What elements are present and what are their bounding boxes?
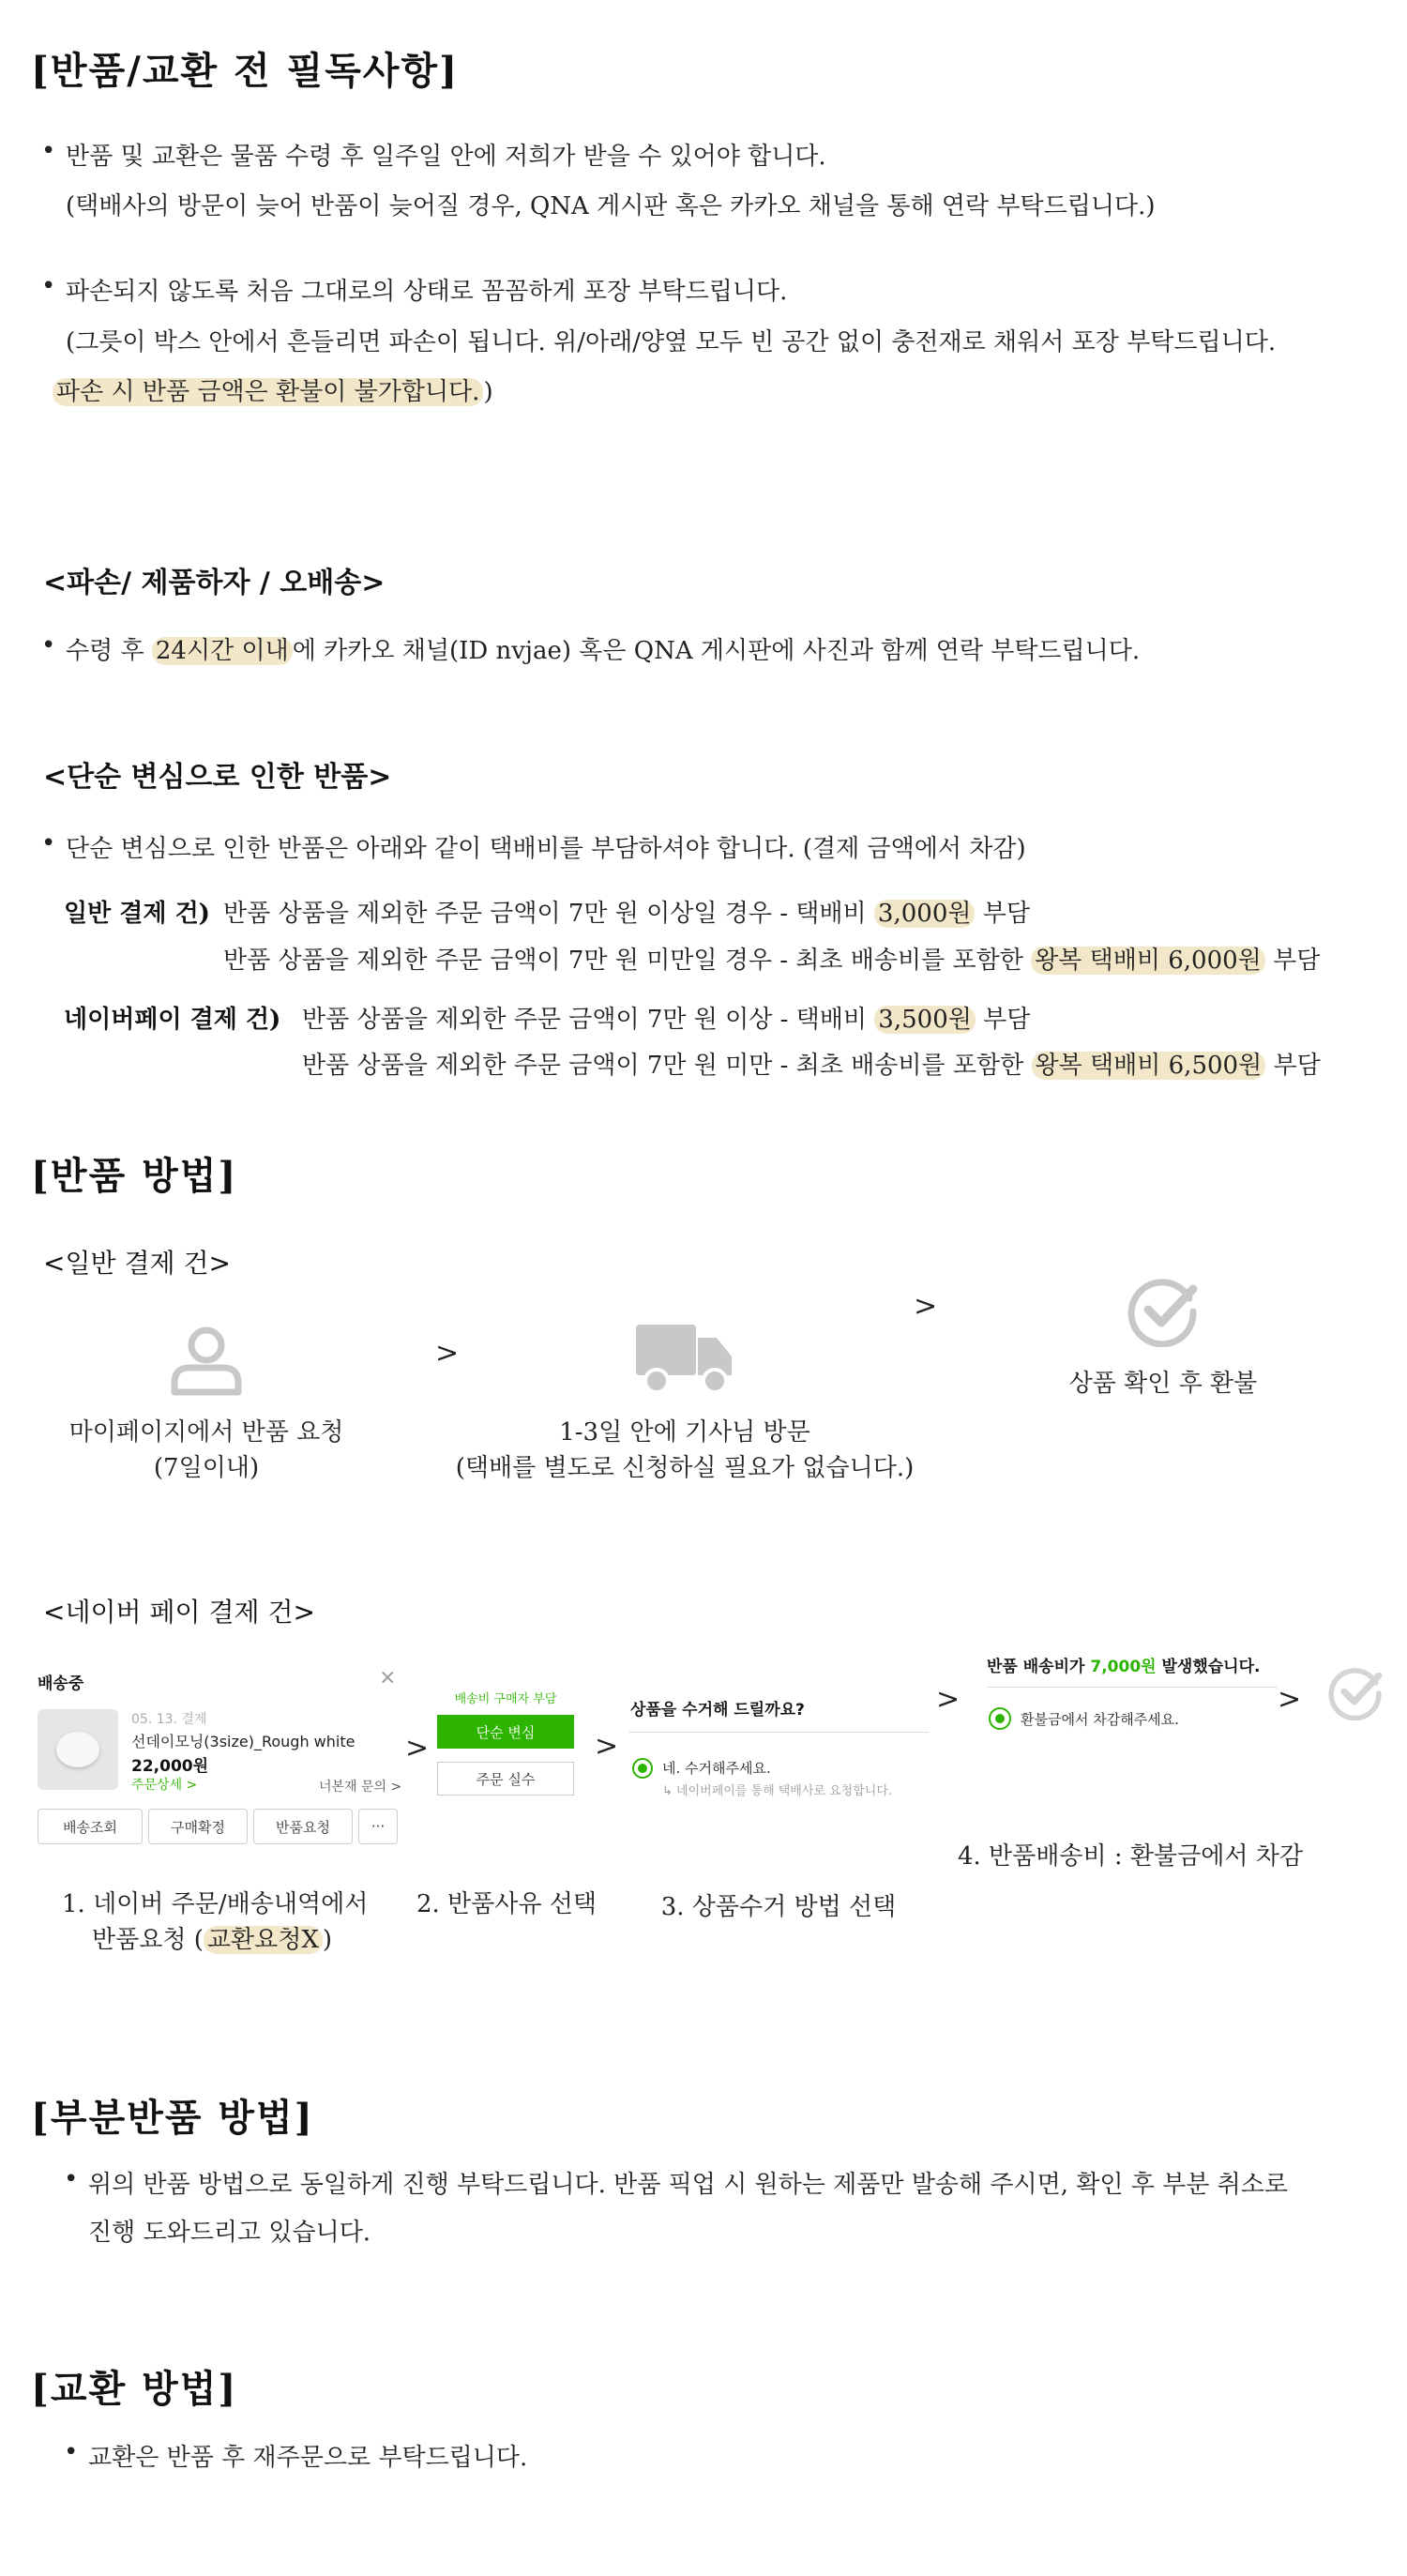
notice-line: • 위의 반품 방법으로 동일하게 진행 부탁드립니다. 반품 픽업 시 원하는 제품만 발송해 주시면, 확인 후 부분 취소로 <box>88 2165 1288 2200</box>
step-arrow: > <box>595 1730 619 1763</box>
order-mistake-button[interactable]: 주문 실수 <box>437 1762 574 1796</box>
step-arrow: > <box>435 1337 460 1370</box>
step-caption: 2. 반품사유 선택 <box>416 1890 598 1918</box>
step-caption: 상품 확인 후 환불 <box>1068 1370 1258 1398</box>
notice-line: • 파손되지 않도록 처음 그대로의 상태로 꼼꼼하게 포장 부탁드립니다. <box>66 272 787 307</box>
step-arrow: > <box>405 1732 430 1765</box>
check-circle-icon <box>1127 1274 1201 1347</box>
step-caption: 1. 네이버 주문/배송내역에서 반품요청 ( 교환요청X ) <box>62 1890 369 1954</box>
notice-line: (그릇이 박스 안에서 흔들리면 파손이 됩니다. 위/아래/양옆 모두 빈 공간 없이 충전재로 채워서 포장 부탁드립니다. <box>66 328 1277 356</box>
fee-line: 반품 상품을 제외한 주문 금액이 7만 원 이상일 경우 - 택배비 3,000원 부담 <box>223 900 1030 928</box>
more-button[interactable]: ··· <box>358 1809 398 1844</box>
radio-selected[interactable] <box>632 1758 653 1779</box>
product-name: 선데이모닝(3size)_Rough white <box>131 1733 356 1750</box>
refund-deduct-option[interactable]: 환불금에서 차감해주세요. <box>1021 1711 1179 1728</box>
step-arrow: > <box>1278 1683 1302 1716</box>
return-fee-text: 반품 배송비가 7,000원 발생했습니다. <box>987 1658 1261 1676</box>
highlight-text: 왕복 택배비 6,500원 <box>1032 1052 1266 1080</box>
highlight-text: 교환요청X <box>204 1926 323 1954</box>
notice-line: • 단순 변심으로 인한 반품은 아래와 같이 택배비를 부담하셔야 합니다. (결제 금액에서 차감) <box>66 829 1026 864</box>
product-price: 22,000원 <box>131 1757 209 1776</box>
step-caption: 4. 반품배송비 : 환불금에서 차감 <box>957 1842 1304 1871</box>
section-heading: <파손/ 제품하자 / 오배송> <box>43 567 386 599</box>
track-delivery-button[interactable]: 배송조회 <box>38 1809 143 1844</box>
return-fee-screenshot <box>987 1653 1278 1737</box>
highlight-text: 3,000원 <box>874 900 976 928</box>
page-title: [반품/교환 전 필독사항] <box>31 49 460 93</box>
section-title: [반품 방법] <box>31 1154 238 1198</box>
subsection-title: <일반 결제 건> <box>43 1248 231 1279</box>
step-caption: 마이페이지에서 반품 요청 (7일이내) <box>68 1418 344 1482</box>
step-caption: 3. 상품수거 방법 선택 <box>660 1893 897 1921</box>
step-arrow: > <box>914 1290 938 1323</box>
return-reason-screenshot <box>435 1689 585 1801</box>
fee-line: 반품 상품을 제외한 주문 금액이 7만 원 미만 - 최초 배송비를 포함한 왕복 택배비 6,500원 부담 <box>302 1052 1321 1080</box>
notice-line: • 반품 및 교환은 물품 수령 후 일주일 안에 저희가 받을 수 있어야 합니다. <box>66 137 826 172</box>
pickup-method-screenshot <box>628 1696 929 1799</box>
return-request-button[interactable]: 반품요청 <box>253 1809 353 1844</box>
pickup-option[interactable]: 네. 수거해주세요. <box>662 1760 771 1777</box>
section-heading: <단순 변심으로 인한 반품> <box>43 761 392 794</box>
pickup-option-sub: ↳ 네이버페이를 통해 택배사로 요청합니다. <box>662 1784 893 1798</box>
check-circle-icon <box>1328 1664 1384 1720</box>
truck-icon <box>634 1323 735 1396</box>
general-payment-label: 일반 결제 건) <box>64 900 210 928</box>
step-arrow: > <box>936 1683 961 1716</box>
seller-inquiry-link[interactable]: 너본재 문의 > <box>319 1780 402 1795</box>
section-title: [부분반품 방법] <box>31 2096 314 2140</box>
section-title: [교환 방법] <box>31 2367 238 2411</box>
radio-selected[interactable] <box>989 1707 1011 1730</box>
pickup-question: 상품을 수거해 드릴까요? <box>630 1701 805 1720</box>
simple-change-button[interactable]: 단순 변심 <box>437 1715 574 1749</box>
notice-line: 진행 도와드리고 있습니다. <box>88 2219 371 2247</box>
person-icon <box>169 1325 244 1396</box>
naverpay-label: 네이버페이 결제 건) <box>64 1006 281 1034</box>
close-icon[interactable]: × <box>379 1666 397 1690</box>
highlight-text: 3,500원 <box>874 1006 976 1034</box>
highlight-text: 24시간 이내 <box>152 637 293 665</box>
subsection-title: <네이버 페이 결제 건> <box>43 1597 316 1628</box>
fee-note: 배송비 구매자 부담 <box>454 1692 557 1706</box>
highlight-text: 파손 시 반품 금액은 환불이 불가합니다. <box>53 378 483 406</box>
notice-line: • 수령 후 24시간 이내 에 카카오 채널(ID nvjae) 혹은 QNA 게시판에 사진과 함께 연락 부탁드립니다. <box>66 631 1140 666</box>
order-card-screenshot <box>38 1666 403 1848</box>
confirm-purchase-button[interactable]: 구매확정 <box>148 1809 248 1844</box>
order-date: 05. 13. 결제 <box>131 1712 207 1727</box>
fee-line: 반품 상품을 제외한 주문 금액이 7만 원 이상 - 택배비 3,500원 부담 <box>302 1006 1031 1034</box>
notice-line: 파손 시 반품 금액은 환불이 불가합니다. ) <box>53 372 493 407</box>
notice-line: (택배사의 방문이 늦어 반품이 늦어질 경우, QNA 게시판 혹은 카카오 채널을 통해 연락 부탁드립니다.) <box>66 192 1156 220</box>
step-caption: 1-3일 안에 기사님 방문 (택배를 별도로 신청하실 필요가 없습니다.) <box>455 1418 915 1482</box>
order-status: 배송중 <box>38 1674 84 1693</box>
order-detail-link[interactable]: 주문상세 > <box>131 1778 198 1793</box>
fee-line: 반품 상품을 제외한 주문 금액이 7만 원 미만일 경우 - 최초 배송비를 포함한 왕복 택배비 6,000원 부담 <box>223 947 1321 975</box>
product-thumbnail <box>38 1709 118 1790</box>
highlight-text: 왕복 택배비 6,000원 <box>1031 947 1265 975</box>
notice-line: • 교환은 반품 후 재주문으로 부탁드립니다. <box>88 2438 527 2473</box>
